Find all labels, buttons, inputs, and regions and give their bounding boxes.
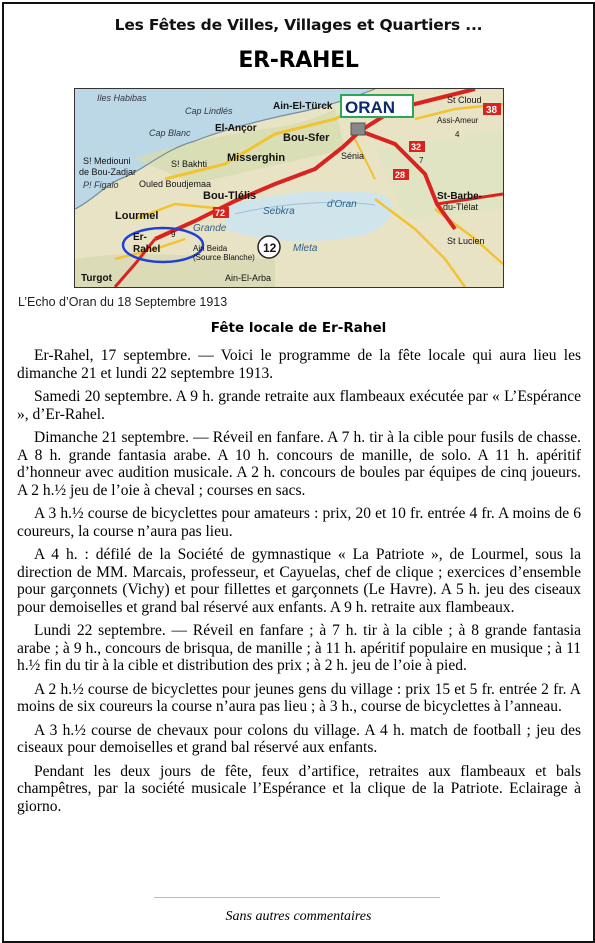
map-label-st-lucien: St Lucien bbox=[447, 236, 485, 246]
route-marker-38: 38 bbox=[486, 105, 498, 116]
map-label-grande: Grande bbox=[193, 223, 227, 234]
paragraph: Dimanche 21 septembre. — Réveil en fanfare. A 7 h. tir à la cible pour fusils de chasse. A 8 h. grande fantasia arabe. A 10 h. concours de manille, de solo. A 11 h. apéritif d’honneur avec audition musicale. A 2 h. concours de boules par équipes de cinq joueurs. A 2 h.½ jeu de l’oie à cheval ; courses en sacs. bbox=[17, 429, 581, 499]
map-label-ain-el-arba: Ain-El-Arba bbox=[225, 273, 272, 283]
map-label-assi-ameur: Assi-Ameur bbox=[437, 116, 479, 125]
map-label-source-blanche: (Source Blanche) bbox=[193, 253, 255, 262]
map-label-pfigalo: P! Figalo bbox=[83, 180, 119, 190]
route-marker-28: 28 bbox=[395, 170, 406, 180]
map-label-ouled-boudjemaa: Ouled Boudjemaa bbox=[139, 179, 212, 189]
map-label-du-tlelat: du-Tlélat bbox=[443, 202, 479, 212]
map-label-la-senia: Sénia bbox=[341, 151, 365, 161]
map-label-misserghin: Misserghin bbox=[227, 152, 286, 164]
map-label-st-barbe: St-Barbe- bbox=[437, 191, 483, 202]
map-label-st-cloud: St Cloud bbox=[447, 95, 482, 105]
map-label-er-rahel-2: Rahel bbox=[133, 244, 161, 255]
paragraph: A 2 h.½ course de bicyclettes pour jeunes gens du village : prix 15 et 5 fr. entrée 2 fr. A moins de six coureurs la course n’aura pas lieu ; à 3 h., course de bicyclettes à l’anneau. bbox=[17, 680, 581, 715]
map-label-el-ancor: El-Ançor bbox=[215, 123, 257, 134]
footer-divider bbox=[154, 897, 440, 898]
map-label-d-oran: d'Oran bbox=[327, 199, 357, 210]
place-title: ER-RAHEL bbox=[238, 48, 359, 73]
paragraph: A 4 h. : défilé de la Société de gymnastique « La Patriote », de Lourmel, sous la direction de MM. Marcais, professeur, et Cayuelas, chef de clique ; exercices d’ensemble pour garçonnets (Vichy) et pour fillettes et garçonnets (Le Havre). A 5 h. jeu des ciseaux pour demoiselles et grand bal réservé aux enfants. A 9 h. retraite aux flambeaux. bbox=[17, 546, 581, 616]
series-title: Les Fêtes de Villes, Villages et Quartiers ... bbox=[114, 16, 483, 34]
paragraph: Pendant les deux jours de fête, feux d’artifice, retraites aux flambeaux et bals champêtres, par la société musicale l’Espérance et la clique de la Patriote. Eclairage à giorno. bbox=[17, 762, 581, 815]
route-marker-12: 12 bbox=[263, 241, 277, 255]
map-label-s-mediouni: S! Mediouni bbox=[83, 156, 131, 166]
map-label-bou-tlelis: Bou-Tlélis bbox=[203, 190, 257, 202]
footer-note: Sans autres commentaires bbox=[225, 909, 372, 924]
route-marker-9: 9 bbox=[171, 230, 176, 239]
article-title: Fête locale de Er-Rahel bbox=[210, 320, 387, 336]
paragraph: A 3 h.½ course de bicyclettes pour amateurs : prix, 20 et 10 fr. entrée 4 fr. A moins de 6 coureurs, la course n’aura pas lieu. bbox=[17, 505, 581, 540]
map-drawing bbox=[75, 89, 503, 287]
route-marker-32: 32 bbox=[411, 142, 422, 152]
route-marker-7: 7 bbox=[419, 156, 424, 165]
map-label-iles-habibas: Iles Habibas bbox=[97, 93, 147, 103]
region-map bbox=[74, 88, 504, 288]
map-label-oran: ORAN bbox=[345, 98, 396, 117]
source-citation: L’Echo d’Oran du 18 Septembre 1913 bbox=[18, 295, 228, 309]
paragraph: Samedi 20 septembre. A 9 h. grande retraite aux flambeaux exécutée par « L’Espérance », d’Er-Rahel. bbox=[17, 388, 581, 423]
route-marker-4: 4 bbox=[455, 130, 460, 139]
map-label-er-rahel: Er- bbox=[133, 232, 147, 243]
map-label-cap-blanc: Cap Blanc bbox=[149, 128, 191, 138]
map-label-turgot: Turgot bbox=[81, 273, 112, 284]
map-label-s-bakhti: S! Bakhti bbox=[171, 159, 208, 169]
paragraph: Er-Rahel, 17 septembre. — Voici le programme de la fête locale qui aura lieu les dimanche 21 et lundi 22 septembre 1913. bbox=[17, 347, 581, 382]
paragraph: A 3 h.½ course de chevaux pour colons du village. A 4 h. match de football ; jeu des ciseaux pour demoiselles et grand bal réservé aux enfants. bbox=[17, 721, 581, 756]
map-label-sebkra: Sebkra bbox=[263, 206, 295, 217]
map-label-ain-beida: Ain Beida bbox=[193, 244, 228, 253]
page-frame bbox=[2, 2, 595, 943]
map-label-lourmel: Lourmel bbox=[115, 210, 159, 222]
article-body bbox=[17, 347, 581, 821]
route-marker-72: 72 bbox=[215, 208, 226, 218]
map-label-bou-sfer: Bou-Sfer bbox=[283, 132, 330, 144]
map-label-mleta: Mleta bbox=[293, 243, 318, 254]
map-label-de-bou-zadjar: de Bou-Zadjar bbox=[79, 167, 137, 177]
map-label-cap-lindles: Cap Lindlés bbox=[185, 106, 233, 116]
map-label-ain-el-turck: Ain-El-Türck bbox=[273, 101, 333, 112]
paragraph: Lundi 22 septembre. — Réveil en fanfare ; à 7 h. tir à la cible ; à 8 grande fantasia arabe ; à 9 h., concours de brisqua, de manille ; à 11 h. apéritif populaire en musique ; à 11 h.½ fin du tir à la cible et distribution des prix ; à 2 h. jeu de l’oie à pied. bbox=[17, 622, 581, 674]
